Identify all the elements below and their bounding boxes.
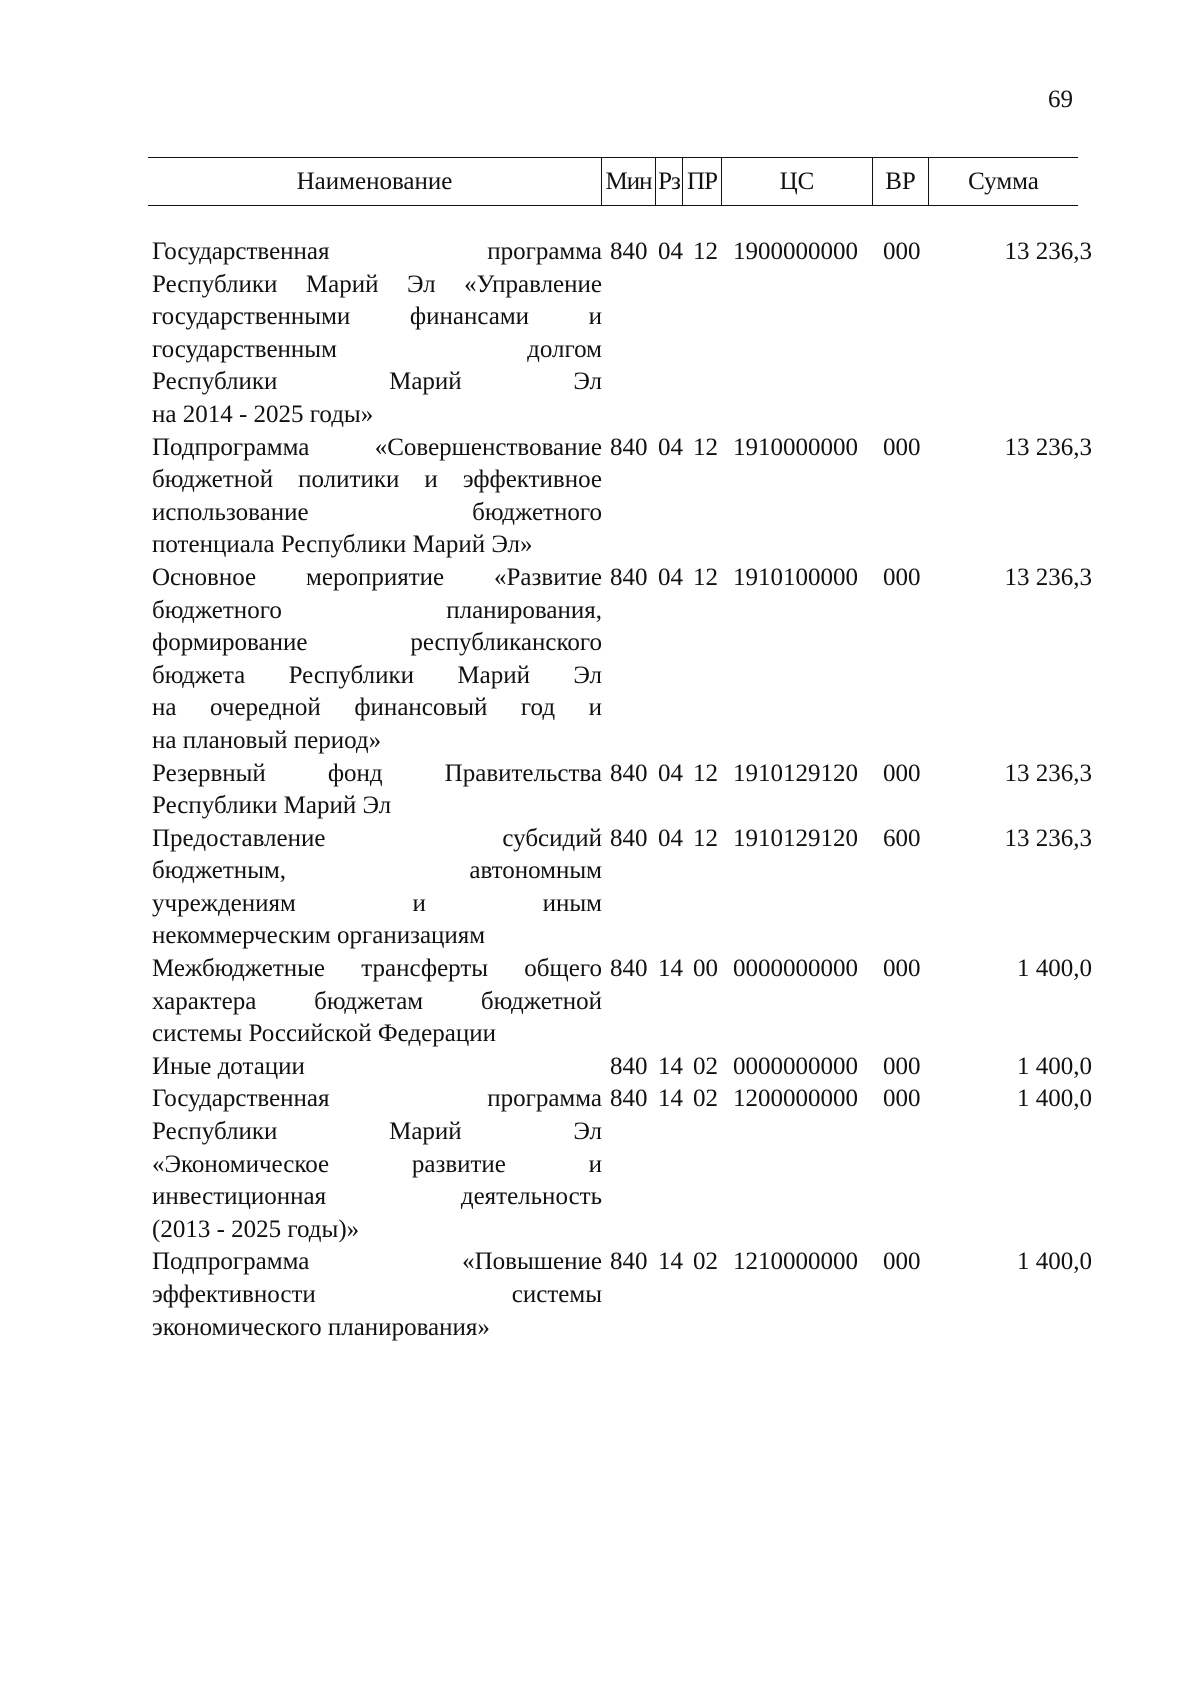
row-name-line: Подпрограмма «Повышение <box>152 1248 602 1276</box>
row-min: 840 <box>610 563 648 591</box>
row-rz: 14 <box>658 955 683 983</box>
row-name-line: бюджетного планирования, <box>152 596 602 624</box>
row-cs: 1910129120 <box>733 824 858 852</box>
table-body <box>152 236 1092 1344</box>
row-sum: 1 400,0 <box>1017 1052 1092 1080</box>
table-row <box>152 953 1092 1051</box>
table-row <box>152 562 1092 758</box>
row-name-line: Подпрограмма «Совершенствование <box>152 433 602 461</box>
row-name-line: (2013 - 2025 годы)» <box>152 1215 360 1243</box>
row-sum: 13 236,3 <box>1004 824 1092 852</box>
row-name-line: Государственная программа <box>152 238 602 265</box>
table-row <box>152 758 1092 823</box>
table-row <box>152 1051 1092 1084</box>
row-name <box>152 1246 602 1344</box>
row-pr: 12 <box>693 238 718 265</box>
row-name-line: на 2014 - 2025 годы» <box>152 400 374 428</box>
header-min: Мин <box>601 158 655 205</box>
table-row <box>152 432 1092 562</box>
row-vr: 000 <box>883 1085 921 1113</box>
header-pr: ПР <box>682 158 721 205</box>
row-codes <box>610 758 943 791</box>
row-min: 840 <box>610 824 648 852</box>
row-name-line: на очередной финансовый год и <box>152 694 602 722</box>
row-pr: 12 <box>693 759 718 787</box>
row-min: 840 <box>610 955 648 983</box>
row-sum: 13 236,3 <box>1004 433 1092 461</box>
row-name <box>152 562 602 758</box>
row-min: 840 <box>610 759 648 787</box>
row-vr: 600 <box>883 824 921 852</box>
row-name-line: бюджета Республики Марий Эл <box>152 661 602 689</box>
row-name-line: формирование республиканского <box>152 629 602 657</box>
row-sum: 13 236,3 <box>1004 238 1092 265</box>
row-cs: 1910129120 <box>733 759 858 787</box>
row-name-line: характера бюджетам бюджетной <box>152 987 602 1015</box>
row-name <box>152 953 602 1051</box>
row-name-line: потенциала Республики Марий Эл» <box>152 531 533 559</box>
table-row <box>152 823 1092 953</box>
row-name <box>152 823 602 953</box>
row-min: 840 <box>610 1052 648 1080</box>
row-cs: 1210000000 <box>733 1248 858 1276</box>
row-codes <box>610 823 943 856</box>
row-codes <box>610 562 943 595</box>
row-codes <box>610 953 943 986</box>
row-name-line: государственным долгом <box>152 335 602 363</box>
row-cs: 1900000000 <box>733 238 858 265</box>
row-name-line: Государственная программа <box>152 1085 602 1113</box>
header-vr: ВР <box>872 158 928 205</box>
row-name-line: учреждениям и иным <box>152 889 602 917</box>
row-pr: 12 <box>693 563 718 591</box>
page-number: 69 <box>1048 86 1073 113</box>
row-name-line: бюджетной политики и эффективное <box>152 466 602 494</box>
row-cs: 0000000000 <box>733 955 858 983</box>
row-pr: 02 <box>693 1085 718 1113</box>
row-name-line: государственными финансами и <box>152 303 602 331</box>
table-row <box>152 1083 1092 1246</box>
row-name-line: системы Российской Федерации <box>152 1020 496 1048</box>
row-vr: 000 <box>883 759 921 787</box>
row-name-line: экономического планирования» <box>152 1313 490 1341</box>
row-name <box>152 1051 602 1084</box>
row-codes <box>610 1051 943 1084</box>
row-name-line: Республики Марий Эл <box>152 1118 602 1146</box>
row-name-line: Иные дотации <box>152 1052 305 1080</box>
row-name <box>152 432 602 562</box>
row-name <box>152 1083 602 1246</box>
row-min: 840 <box>610 1248 648 1276</box>
row-rz: 14 <box>658 1085 683 1113</box>
row-vr: 000 <box>883 955 921 983</box>
row-cs: 1910100000 <box>733 563 858 591</box>
header-rz: Рз <box>655 158 682 205</box>
row-name-line: Основное мероприятие «Развитие <box>152 563 602 591</box>
table-header <box>148 157 1078 206</box>
table-row <box>152 1246 1092 1344</box>
row-rz: 04 <box>658 433 683 461</box>
row-sum: 1 400,0 <box>1017 955 1092 983</box>
row-name-line: Республики Марий Эл <box>152 792 392 820</box>
row-name-line: Республики Марий Эл «Управление <box>152 270 602 298</box>
row-cs: 1910000000 <box>733 433 858 461</box>
row-pr: 12 <box>693 824 718 852</box>
row-name-line: на плановый период» <box>152 726 382 754</box>
row-name <box>152 758 602 823</box>
row-min: 840 <box>610 433 648 461</box>
row-rz: 04 <box>658 824 683 852</box>
header-name: Наименование <box>296 168 453 195</box>
header-sum: Сумма <box>928 158 1078 205</box>
row-pr: 02 <box>693 1248 718 1276</box>
row-min: 840 <box>610 1085 648 1113</box>
row-name <box>152 236 602 432</box>
row-name-line: инвестиционная деятельность <box>152 1183 602 1211</box>
row-sum: 13 236,3 <box>1004 759 1092 787</box>
row-name-line: Межбюджетные трансферты общего <box>152 955 602 983</box>
header-cs: ЦС <box>721 158 872 205</box>
row-rz: 04 <box>658 238 683 265</box>
row-codes <box>610 1083 943 1116</box>
row-vr: 000 <box>883 433 921 461</box>
row-codes <box>610 432 943 465</box>
row-vr: 000 <box>883 1052 921 1080</box>
row-pr: 02 <box>693 1052 718 1080</box>
row-name-line: использование бюджетного <box>152 498 602 526</box>
row-codes <box>610 1246 943 1279</box>
table-row <box>152 236 1092 432</box>
row-name-line: Республики Марий Эл <box>152 368 602 396</box>
row-name-line: Предоставление субсидий <box>152 824 602 852</box>
row-sum: 1 400,0 <box>1017 1085 1092 1113</box>
row-sum: 1 400,0 <box>1017 1248 1092 1276</box>
row-rz: 04 <box>658 759 683 787</box>
row-codes <box>610 236 943 269</box>
row-name-line: «Экономическое развитие и <box>152 1150 602 1178</box>
row-name-line: Резервный фонд Правительства <box>152 759 602 787</box>
row-rz: 14 <box>658 1248 683 1276</box>
row-name-line: эффективности системы <box>152 1281 602 1308</box>
row-pr: 12 <box>693 433 718 461</box>
row-vr: 000 <box>883 563 921 591</box>
row-name-line: бюджетным, автономным <box>152 857 602 885</box>
row-cs: 0000000000 <box>733 1052 858 1080</box>
row-vr: 000 <box>883 238 921 265</box>
row-vr: 000 <box>883 1248 921 1276</box>
row-rz: 14 <box>658 1052 683 1080</box>
row-sum: 13 236,3 <box>1004 563 1092 591</box>
row-name-line: некоммерческим организациям <box>152 922 486 950</box>
row-pr: 00 <box>693 955 718 983</box>
row-min: 840 <box>610 238 648 265</box>
row-cs: 1200000000 <box>733 1085 858 1113</box>
row-rz: 04 <box>658 563 683 591</box>
